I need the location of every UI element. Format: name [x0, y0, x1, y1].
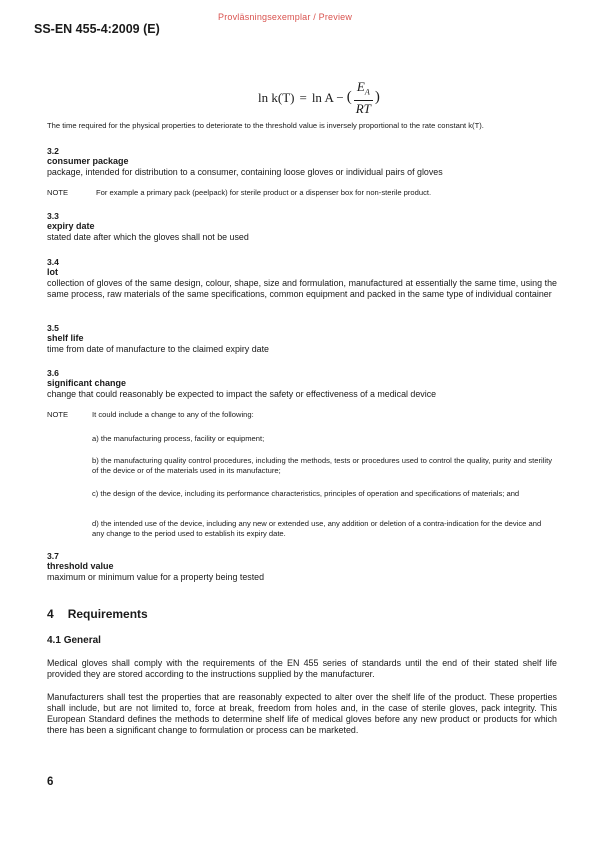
arrhenius-formula — [258, 80, 380, 116]
note-text: For example a primary pack (peelpack) for sterile product or a dispenser box for non-sterile product. — [96, 188, 432, 197]
note-intro: It could include a change to any of the following: — [92, 410, 254, 419]
formula-open-paren: ( — [346, 89, 352, 106]
term-heading: significant change — [47, 378, 127, 388]
clause-number: 3.6 — [47, 368, 59, 378]
term-heading: consumer package — [47, 156, 129, 166]
subsection-title: General — [63, 635, 101, 646]
formula-equals: = — [299, 89, 307, 105]
page-number: 6 — [47, 776, 54, 788]
formula-close-paren: ) — [374, 89, 380, 106]
section-heading — [47, 607, 148, 621]
note-item: c) the design of the device, including its performance characteristics, principles of operation and specifications of materials; and — [92, 489, 520, 498]
body-paragraph: Manufacturers shall test the properties that are reasonably expected to alter over the shelf life of the product. These properties shall include, but are not limited to, force at break, freedom from holes and, in the case of sterile gloves, pack integrity. This European Standard defines the methods to determine shelf life of medical gloves before any new product or products for which there has been a significant change to formulation or process can be marketed. — [47, 692, 557, 735]
clause-number: 3.5 — [47, 323, 59, 333]
note-label: NOTE — [47, 188, 69, 197]
term-heading: threshold value — [47, 561, 114, 571]
formula-numerator-subscript: A — [364, 87, 370, 97]
section-title: Requirements — [67, 607, 148, 621]
clause-number: 3.2 — [47, 146, 59, 156]
subsection-heading — [47, 635, 101, 646]
note-item: b) the manufacturing quality control procedures, including the methods, tests or procedures used to control the quality, purity and sterility of the device or of the materials used in its manufacture; — [92, 456, 552, 475]
clause-number: 3.4 — [47, 257, 59, 267]
term-heading: lot — [47, 267, 58, 277]
document-id: SS-EN 455-4:2009 (E) — [34, 22, 160, 36]
subsection-number: 4.1 — [47, 635, 61, 646]
term-definition: stated date after which the gloves shall not be used — [47, 232, 249, 242]
formula-denominator: RT — [355, 100, 371, 116]
clause-number: 3.7 — [47, 551, 59, 561]
section-number: 4 — [47, 607, 54, 621]
term-definition: collection of gloves of the same design, colour, shape, size and formulation, manufactured at essentially the same time, using the same process, raw materials of the same specifications, common equipment and packed in the same type of individual container — [47, 278, 557, 299]
term-definition: change that could reasonably be expected to impact the safety or effectiveness of a medical device — [47, 389, 437, 399]
body-paragraph: Medical gloves shall comply with the requirements of the EN 455 series of standards until the end of their stated shelf life provided they are stored according to the instructions supplied by the manufacturer. — [47, 658, 557, 679]
term-heading: shelf life — [47, 333, 84, 343]
term-definition: maximum or minimum value for a property being tested — [47, 572, 265, 582]
term-heading: expiry date — [47, 221, 95, 231]
formula-numerator: $E_A$ — [354, 80, 373, 101]
term-definition: time from date of manufacture to the claimed expiry date — [47, 344, 269, 354]
formula-explanation: The time required for the physical properties to deteriorate to the threshold value is inversely proportional to the rate constant k(T). — [47, 121, 484, 130]
preview-watermark: Provläsningsexemplar / Preview — [218, 12, 353, 22]
formula-rhs: ln A − — [311, 89, 344, 105]
note-item: a) the manufacturing process, facility or equipment; — [92, 434, 265, 443]
note-item: d) the intended use of the device, including any new or extended use, any addition or deletion of a contra-indication for the device and any change to the period used to establish its expiry date. — [92, 519, 542, 538]
term-definition: package, intended for distribution to a consumer, containing loose gloves or individual pairs of gloves — [47, 167, 443, 177]
formula-lhs: ln k(T) — [258, 89, 295, 105]
clause-number: 3.3 — [47, 211, 59, 221]
formula-fraction — [353, 80, 374, 116]
note-label: NOTE — [47, 410, 69, 419]
